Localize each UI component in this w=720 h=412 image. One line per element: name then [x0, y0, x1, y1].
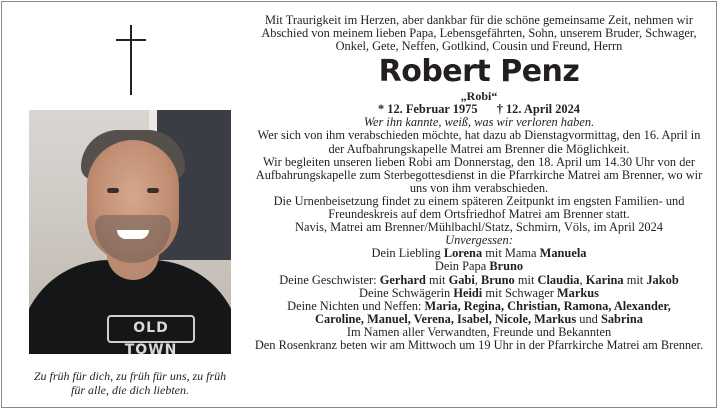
left-quote: Zu früh für dich, zu früh für uns, zu früh für alle, die dich liebten. — [33, 369, 227, 397]
obituary-notice — [1, 1, 717, 408]
intro-text: Mit Traurigkeit im Herzen, aber dankbar für die schöne gemeinsame Zeit, nehmen wir Abschied von meinem lieben Papa, Lebensgefährten, Sohn, unserem Bruder, Schwager, Onkel, Gete, Neffen, Gotlkind, Cousin und Freund, Herrn — [261, 13, 697, 54]
burial-info: Die Urnenbeisetzung findet zu einem späteren Zeitpunkt im engsten Familien- und Freundeskreis auf dem Ortsfriedhof Matrei am Brenner statt. — [273, 193, 685, 222]
unvergessen-label: Unvergessen: — [445, 233, 513, 248]
viewing-info: Wer sich von ihm verabschieden möchte, hat dazu ab Dienstagvormittag, den 16. April in der Aufbahrungskapelle Matrei am Brenner die Möglichkeit. — [257, 128, 701, 156]
cross-icon — [116, 25, 146, 95]
family-siblings: Deine Geschwister: Gerhard mit Gabi, Bruno mit Claudia, Karina mit Jakob — [279, 272, 679, 287]
service-info: Wir begleiten unseren lieben Robi am Donnerstag, den 18. April um 14.30 Uhr von der Aufbahrungskapelle zum Sterbegottesdienst in die Pfarrkirche Matrei am Brenner, wo wir uns von ihm verabschieden. — [255, 154, 703, 195]
shirt-print: OLD TOWN — [107, 315, 195, 343]
family-papa: Dein Papa Bruno — [434, 259, 524, 274]
nickname: „Robi“ — [460, 89, 498, 104]
rosary-info: Den Rosenkranz beten wir am Mittwoch um 19 Uhr in der Pfarrkirche Matrei am Brenner. — [254, 337, 704, 352]
deceased-name: Robert Penz — [378, 54, 580, 90]
memorial-quote: Wer ihn kannte, weiß, was wir verloren haben. — [363, 115, 595, 130]
notice-text — [254, 14, 704, 352]
family-relatives: Im Namen aller Verwandten, Freunde und Bekannten — [346, 324, 612, 339]
family-sister-in-law: Deine Schwägerin Heidi mit Schwager Markus — [359, 285, 599, 300]
place-date: Navis, Matrei am Brenner/Mühlbachl/Statz, Schmirn, Völs, im April 2024 — [295, 220, 663, 235]
family-liebling: Dein Liebling Lorena mit Mama Manuela — [371, 246, 587, 261]
family-nieces-nephews: Deine Nichten und Neffen: Maria, Regina, Christian, Ramona, Alexander, Caroline, Manuel, Verena, Isabel, Nicole, Markus und Sabrina — [287, 298, 671, 326]
birth-date: * 12. Februar 1975 — [377, 102, 478, 117]
portrait-photo — [29, 110, 231, 354]
death-date: † 12. April 2024 — [496, 102, 580, 117]
